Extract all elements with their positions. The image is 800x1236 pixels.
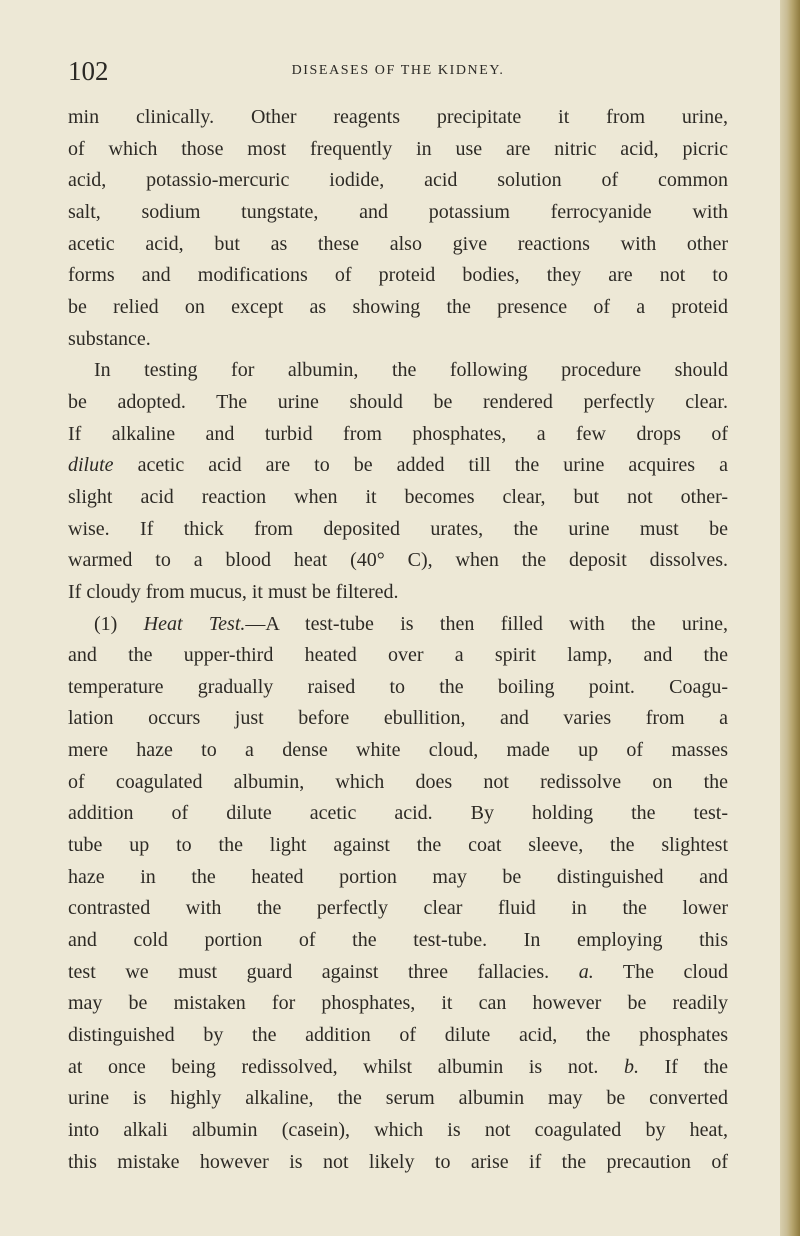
text-line: distinguished by the addition of dilute acid, the phosphates bbox=[68, 1024, 728, 1047]
text-line bbox=[68, 450, 728, 482]
text-line: addition of dilute acetic acid. By holding the test- bbox=[68, 802, 728, 825]
text-fragment: The cloud bbox=[593, 960, 728, 983]
text-fragment: (1) bbox=[94, 612, 144, 635]
text-line: substance. bbox=[68, 327, 151, 350]
page-header bbox=[68, 56, 728, 86]
text-line bbox=[68, 609, 728, 641]
text-line: acetic acid, but as these also give reactions with other bbox=[68, 232, 728, 255]
text-line: contrasted with the perfectly clear fluid in the lower bbox=[68, 897, 728, 920]
text-line: lation occurs just before ebullition, and varies from a bbox=[68, 707, 728, 730]
page-number: 102 bbox=[68, 56, 109, 86]
text-line: into alkali albumin (casein), which is not coagulated by heat, bbox=[68, 1119, 728, 1141]
text-line: and the upper-third heated over a spirit lamp, and the bbox=[68, 644, 728, 667]
body-text bbox=[68, 102, 728, 1178]
text-line: be relied on except as showing the presence of a proteid bbox=[68, 295, 728, 318]
italic-text: dilute bbox=[68, 454, 114, 477]
text-line: acid, potassio-mercuric iodide, acid solution of common bbox=[68, 169, 728, 192]
text-line: be adopted. The urine should be rendered perfectly clear. bbox=[68, 390, 728, 413]
italic-text: Heat Test. bbox=[143, 612, 246, 635]
text-line bbox=[68, 957, 728, 989]
text-line: and cold portion of the test-tube. In employing this bbox=[68, 929, 728, 952]
text-line bbox=[68, 1052, 728, 1084]
text-line: of coagulated albumin, which does not redissolve on the bbox=[68, 770, 728, 793]
text-line: wise. If thick from deposited urates, the urine must be bbox=[68, 517, 728, 540]
text-line: mere haze to a dense white cloud, made up of masses bbox=[68, 739, 728, 762]
text-line: In testing for albumin, the following procedure should bbox=[94, 359, 728, 382]
text-line: haze in the heated portion may be distinguished and bbox=[68, 865, 728, 888]
text-line: forms and modifications of proteid bodies, they are not to bbox=[68, 264, 728, 287]
text-line: If alkaline and turbid from phosphates, a few drops of bbox=[68, 422, 728, 445]
text-fragment: test we must guard against three fallacies. bbox=[68, 960, 579, 983]
text-line: this mistake however is not likely to arise if the precaution of bbox=[68, 1150, 728, 1173]
italic-text: b. bbox=[624, 1055, 639, 1078]
text-line: salt, sodium tungstate, and potassium ferrocyanide with bbox=[68, 200, 728, 223]
page-edge-shadow bbox=[780, 0, 800, 1236]
text-fragment: at once being redissolved, whilst albumin is not. bbox=[68, 1055, 624, 1078]
text-line: may be mistaken for phosphates, it can however be readily bbox=[68, 992, 728, 1015]
text-line: warmed to a blood heat (40° C), when the deposit dissolves. bbox=[68, 549, 728, 572]
text-line: of which those most frequently in use are nitric acid, picric bbox=[68, 137, 728, 160]
text-line: urine is highly alkaline, the serum albumin may be converted bbox=[68, 1087, 728, 1110]
text-fragment: acetic acid are to be added till the urine acquires a bbox=[113, 454, 728, 477]
text-fragment: If the bbox=[639, 1055, 728, 1078]
text-line: slight acid reaction when it becomes clear, but not other- bbox=[68, 485, 728, 508]
text-line: min clinically. Other reagents precipitate it from urine, bbox=[68, 106, 728, 128]
text-fragment: —A test-tube is then filled with the urine, bbox=[245, 612, 728, 635]
text-line: tube up to the light against the coat sleeve, the slightest bbox=[68, 834, 728, 857]
text-line: temperature gradually raised to the boiling point. Coagu- bbox=[68, 675, 728, 698]
running-head: DISEASES OF THE KIDNEY. bbox=[291, 63, 505, 78]
text-line: If cloudy from mucus, it must be filtered. bbox=[68, 580, 399, 603]
italic-text: a. bbox=[578, 960, 594, 983]
